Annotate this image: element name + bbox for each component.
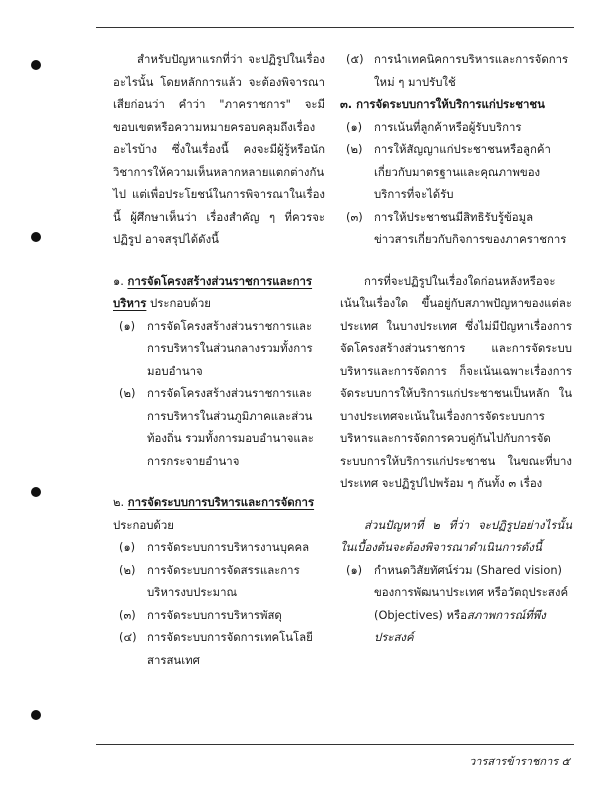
list-item: (๑) การจัดโครงสร้างส่วนราชการและการบริหารในส่วนกลางรวมทั้งการมอบอำนาจ — [119, 318, 313, 378]
intro-paragraph: สำหรับปัญหาแรกที่ว่า จะปฏิรูปในเรื่องอะไรนั้น โดยหลักการแล้ว จะต้องพิจารณาเสียก่อนว่า คำว่า "ภาคราชการ" จะมีขอบเขตหรือความหมายครอบคลุมถึงเรื่องอะไรบ้าง ซึ่งในเรื่องนี้ คงจะมีผู้รู้หรือนักวิชาการให้ความเห็นหลากหลายแตกต่างกันไป แต่เพื่อประโยชน์ในการพิจารณาในเรื่องนี้ ผู้ศึกษาเห็นว่า เรื่องสำคัญ ๆ ที่ควรจะปฏิรูป อาจสรุปได้ดังนี้ — [113, 52, 325, 246]
list-item: (๑) การจัดระบบการบริหารงานบุคคล — [119, 540, 310, 554]
bottom-rule — [96, 744, 574, 745]
paragraph-problem-2: ส่วนปัญหาที่ ๒ ที่ว่า จะปฏิรูปอย่างไรนั้น ในเบื้องต้นจะต้องพิจารณาดำเนินการดังนี้ — [340, 517, 572, 554]
list-item: (๕) การนำเทคนิคการบริหารและการจัดการใหม่ ๆ มาปรับใช้ — [346, 52, 569, 89]
list-item: (๒) การให้สัญญาแก่ประชาชนหรือลูกค้าเกี่ยวกับมาตรฐานและคุณภาพของบริการที่จะได้รับ — [346, 142, 551, 201]
binder-hole — [31, 232, 41, 242]
section-1-heading: ๑. การจัดโครงสร้างส่วนราชการและการบริหาร ประกอบด้วย — [113, 273, 313, 310]
list-item: (๒) การจัดระบบการจัดสรรและการบริหารงบประมาณ — [119, 562, 300, 599]
left-column — [113, 48, 325, 671]
list-item: (๑) กำหนดวิสัยทัศน์ร่วม (Shared vision) ของการพัฒนาประเทศ หรือวัตถุประสงค์ (Objectives) หรือสภาพการณ์ที่พึงประสงค์ — [346, 562, 569, 644]
binder-hole — [31, 487, 41, 497]
section-2-title: การจัดระบบการบริหารและการจัดการ — [127, 495, 315, 509]
page-footer: วารสารข้าราชการ ๕ — [469, 755, 570, 768]
section-3-heading: ๓. การจัดระบบการให้บริการแก่ประชาชน — [340, 97, 545, 111]
list-item: (๔) การจัดระบบการจัดการเทคโนโลยีสารสนเทศ — [119, 630, 313, 667]
right-column — [340, 48, 572, 649]
list-item: (๑) การเน้นที่ลูกค้าหรือผู้รับบริการ — [346, 119, 522, 134]
list-item: (๓) การให้ประชาชนมีสิทธิรับรู้ข้อมูลข่าวสารเกี่ยวกับกิจการของภาคราชการ — [346, 209, 567, 246]
list-item: (๓) การจัดระบบการบริหารพัสดุ — [119, 607, 282, 622]
section-2-rest: ประกอบด้วย — [113, 517, 174, 532]
section-1-title: การจัดโครงสร้างส่วนราชการและการบริหาร — [113, 273, 313, 310]
section-2-heading: ๒. การจัดระบบการบริหารและการจัดการ — [113, 495, 315, 509]
section-3-title: การจัดระบบการให้บริการแก่ประชาชน — [356, 97, 545, 111]
binder-hole — [31, 710, 41, 720]
binder-hole — [31, 60, 41, 70]
paragraph-reform-priority: การที่จะปฏิรูปในเรื่องใดก่อนหลังหรือจะเน้นในเรื่องใด ขึ้นอยู่กับสภาพปัญหาของแต่ละประเทศ ในบางประเทศ ซึ่งไม่มีปัญหาเรื่องการจัดโครงสร้างส่วนราชการ และการจัดระบบบริหารและการจัดการ ก็จะเน้นเฉพาะเรื่องการจัดระบบการให้บริการแก่ประชาชนเป็นหลัก ในบางประเทศจะเน้นในเรื่องการจัดระบบการบริหารและการจัดการควบคู่กันไปกับการจัดระบบการให้บริการแก่ประชาชน ในขณะที่บางประเทศ จะปฏิรูปไปพร้อม ๆ กันทั้ง ๓ เรื่อง — [340, 273, 572, 490]
top-rule — [96, 27, 574, 28]
list-item: (๒) การจัดโครงสร้างส่วนราชการและการบริหารในส่วนภูมิภาคและส่วนท้องถิ่น รวมทั้งการมอบอำนาจและการกระจายอำนาจ — [119, 386, 314, 468]
